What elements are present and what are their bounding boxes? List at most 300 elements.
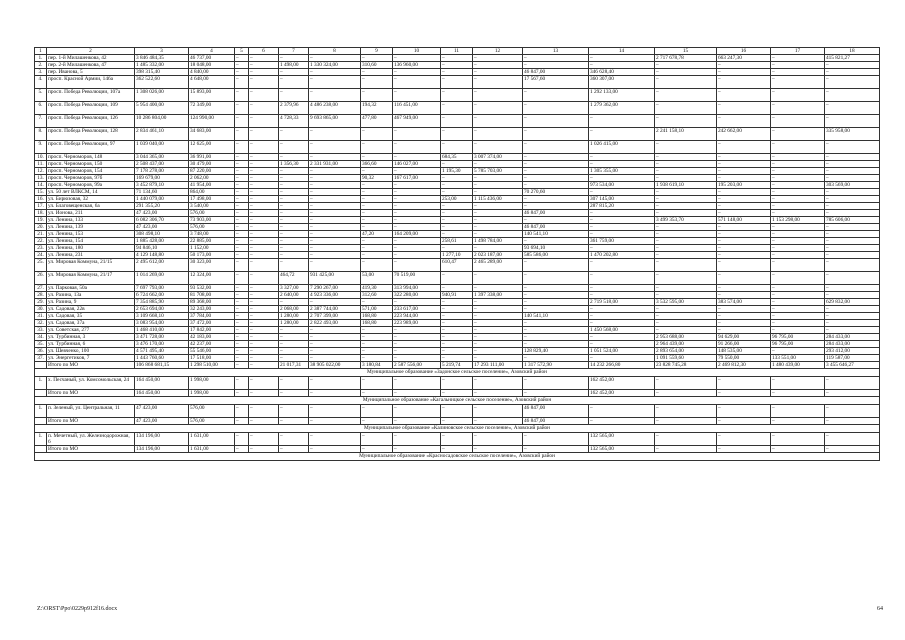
table-row xyxy=(35,182,880,189)
table-cell-col-18: – xyxy=(825,175,880,182)
table-cell-col-1 xyxy=(35,418,47,425)
table-cell-col-1: 19. xyxy=(35,217,47,224)
table-row xyxy=(35,377,880,390)
table-cell-col-7: – xyxy=(279,69,309,76)
table-cell-col-6: – xyxy=(249,115,279,128)
table-cell-col-5: – xyxy=(235,224,249,231)
table-cell-col-13: – xyxy=(523,320,589,327)
column-number-18: 18 xyxy=(825,48,880,55)
section-title: Муниципальное образование «Кагальницкое сельское поселение», Азовский район xyxy=(35,397,880,405)
table-cell-col-12: – xyxy=(473,245,523,252)
table-cell-col-6: – xyxy=(249,285,279,292)
table-cell-col-6: – xyxy=(249,161,279,168)
table-cell-col-8: – xyxy=(309,390,361,397)
table-cell-col-10: – xyxy=(393,390,441,397)
table-cell-col-10: – xyxy=(393,355,441,362)
table-cell-col-8: – xyxy=(309,334,361,341)
column-number-8: 8 xyxy=(309,48,361,55)
table-cell-col-10: 322 280,00 xyxy=(393,292,441,299)
table-cell-col-8: – xyxy=(309,175,361,182)
table-cell-col-10: 167 617,00 xyxy=(393,175,441,182)
table-cell-col-2: ул. Мировая Коммуна, 21/15 xyxy=(47,259,135,272)
table-cell-col-16: 148 535,00 xyxy=(717,348,771,355)
table-row xyxy=(35,224,880,231)
table-cell-col-5: – xyxy=(235,259,249,272)
table-cell-col-17: – xyxy=(771,348,825,355)
table-cell-col-13: – xyxy=(523,141,589,154)
table-cell-col-17: – xyxy=(771,128,825,141)
table-cell-col-13: – xyxy=(523,299,589,306)
table-cell-col-1: 35. xyxy=(35,341,47,348)
table-row xyxy=(35,55,880,62)
table-cell-col-4: 41 954,00 xyxy=(189,182,235,189)
table-cell-col-3: 7 354 885,90 xyxy=(135,299,189,306)
table-cell-col-3: 3 044 365,00 xyxy=(135,154,189,161)
table-cell-col-15: – xyxy=(655,154,717,161)
table-cell-col-1: 26. xyxy=(35,272,47,285)
table-cell-col-13: 93 694,10 xyxy=(523,245,589,252)
table-cell-col-7: – xyxy=(279,327,309,334)
table-cell-col-11: – xyxy=(441,161,473,168)
table-cell-col-1: 37. xyxy=(35,355,47,362)
table-row xyxy=(35,203,880,210)
table-cell-col-2: ул. Разина, 9 xyxy=(47,299,135,306)
table-cell-col-18: – xyxy=(825,89,880,102)
table-cell-col-14: – xyxy=(589,55,655,62)
table-cell-col-18: – xyxy=(825,327,880,334)
table-cell-col-17: – xyxy=(771,259,825,272)
table-cell-col-6: – xyxy=(249,128,279,141)
table-cell-col-6: – xyxy=(249,341,279,348)
table-cell-col-6: – xyxy=(249,306,279,313)
table-cell-col-10: – xyxy=(393,168,441,175)
table-cell-col-17: – xyxy=(771,62,825,69)
table-cell-col-2: просп. Черноморов, 148 xyxy=(47,154,135,161)
table-cell-col-17: – xyxy=(771,292,825,299)
table-cell-col-8: 2 387 744,00 xyxy=(309,306,361,313)
table-cell-col-2: ул. Ленина, 139 xyxy=(47,224,135,231)
table-cell-col-15: – xyxy=(655,306,717,313)
table-cell-col-15: – xyxy=(655,390,717,397)
table-cell-col-1: 1. xyxy=(35,405,47,418)
table-cell-col-13: – xyxy=(523,161,589,168)
table-cell-col-16: – xyxy=(717,405,771,418)
table-cell-col-1: 29. xyxy=(35,299,47,306)
table-cell-col-3: 6 082 306,70 xyxy=(135,217,189,224)
table-cell-col-17: – xyxy=(771,320,825,327)
table-cell-col-7: 2 640,00 xyxy=(279,292,309,299)
table-cell-col-4: 18 048,00 xyxy=(189,62,235,69)
table-cell-col-5: – xyxy=(235,313,249,320)
table-cell-col-2: ул. Разина, 13а xyxy=(47,292,135,299)
table-cell-col-18: – xyxy=(825,292,880,299)
table-cell-col-17: – xyxy=(771,203,825,210)
table-cell-col-14: 1 051 524,00 xyxy=(589,348,655,355)
table-cell-col-5: – xyxy=(235,189,249,196)
table-cell-col-2: ул. Бирюзовая, 32 xyxy=(47,196,135,203)
table-cell-col-16: – xyxy=(717,175,771,182)
table-cell-col-9: 47,20 xyxy=(361,231,393,238)
column-number-12: 12 xyxy=(473,48,523,55)
table-cell-col-7: – xyxy=(279,154,309,161)
table-cell-col-18: 303 569,00 xyxy=(825,182,880,189)
table-cell-col-6: – xyxy=(249,168,279,175)
column-number-15: 15 xyxy=(655,48,717,55)
table-cell-col-6: – xyxy=(249,102,279,115)
table-cell-col-11: – xyxy=(441,55,473,62)
table-cell-col-9: 168,80 xyxy=(361,313,393,320)
table-cell-col-9: 419,30 xyxy=(361,285,393,292)
table-cell-col-7: – xyxy=(279,377,309,390)
table-cell-col-2: х. Песчаный, ул. Комсомольская, 24 xyxy=(47,377,135,390)
table-row xyxy=(35,76,880,89)
table-cell-col-11: – xyxy=(441,327,473,334)
table-cell-col-8: 1 330 324,00 xyxy=(309,62,361,69)
table-cell-col-4: 124 990,00 xyxy=(189,115,235,128)
table-cell-col-4: 89 368,00 xyxy=(189,299,235,306)
table-cell-col-13: 46 847,00 xyxy=(523,69,589,76)
table-cell-col-9: – xyxy=(361,89,393,102)
table-cell-col-14: 162 452,00 xyxy=(589,377,655,390)
table-cell-col-3: 2 495 612,00 xyxy=(135,259,189,272)
table-cell-col-11: – xyxy=(441,224,473,231)
table-cell-col-14: – xyxy=(589,175,655,182)
table-cell-col-5: – xyxy=(235,320,249,327)
table-cell-col-17: – xyxy=(771,141,825,154)
table-cell-col-12: 2 023 187,00 xyxy=(473,252,523,259)
table-cell-col-17: – xyxy=(771,102,825,115)
table-cell-col-15: – xyxy=(655,102,717,115)
table-cell-col-6: – xyxy=(249,175,279,182)
section-title: Муниципальное образование «Красносадовское сельское поселение», Азовский район xyxy=(35,453,880,461)
table-cell-col-12: – xyxy=(473,390,523,397)
table-row xyxy=(35,320,880,327)
table-cell-col-17: – xyxy=(771,210,825,217)
table-cell-col-15: – xyxy=(655,189,717,196)
table-cell-col-1 xyxy=(35,362,47,369)
table-cell-col-11: – xyxy=(441,69,473,76)
table-cell-col-16: – xyxy=(717,327,771,334)
table-cell-col-3: 169 679,00 xyxy=(135,175,189,182)
table-cell-col-7: 1 356,30 xyxy=(279,161,309,168)
table-cell-col-14: 1 470 202,80 xyxy=(589,252,655,259)
table-cell-col-9: – xyxy=(361,154,393,161)
section-heading xyxy=(35,397,880,405)
table-cell-col-7: – xyxy=(279,446,309,453)
table-cell-col-6: – xyxy=(249,189,279,196)
table-cell-col-3: 164 450,00 xyxy=(135,390,189,397)
table-row xyxy=(35,252,880,259)
table-cell-col-11: – xyxy=(441,334,473,341)
table-cell-col-14: – xyxy=(589,189,655,196)
table-cell-col-15: – xyxy=(655,203,717,210)
table-cell-col-2: ул. Советская, 277 xyxy=(47,327,135,334)
table-cell-col-13: – xyxy=(523,62,589,69)
table-cell-col-6: – xyxy=(249,62,279,69)
table-cell-col-3: 398 315,40 xyxy=(135,69,189,76)
table-cell-col-3: 7 178 278,00 xyxy=(135,168,189,175)
table-cell-col-17: – xyxy=(771,390,825,397)
table-cell-col-5: – xyxy=(235,433,249,446)
column-number-10: 10 xyxy=(393,48,441,55)
table-cell-col-17: – xyxy=(771,189,825,196)
table-cell-col-4: 12 625,00 xyxy=(189,141,235,154)
table-cell-col-13: – xyxy=(523,334,589,341)
table-cell-col-13: 1 317 572,90 xyxy=(523,362,589,369)
table-cell-col-4: 22 885,00 xyxy=(189,238,235,245)
table-cell-col-15: – xyxy=(655,210,717,217)
table-cell-col-16: 242 662,00 xyxy=(717,128,771,141)
table-cell-col-16: – xyxy=(717,446,771,453)
table-cell-col-11: – xyxy=(441,390,473,397)
table-row xyxy=(35,210,880,217)
table-cell-col-6: – xyxy=(249,313,279,320)
table-row xyxy=(35,115,880,128)
table-row xyxy=(35,355,880,362)
table-cell-col-14: 973 534,00 xyxy=(589,182,655,189)
table-cell-col-10: – xyxy=(393,224,441,231)
table-cell-col-7: 1 498,00 xyxy=(279,62,309,69)
table-cell-col-14: – xyxy=(589,245,655,252)
table-cell-col-2: просп. Черноморов, 99а xyxy=(47,182,135,189)
table-cell-col-4: 3 748,00 xyxy=(189,231,235,238)
table-cell-col-12: – xyxy=(473,341,523,348)
table-cell-col-14: 307 145,00 xyxy=(589,196,655,203)
table-cell-col-6: – xyxy=(249,446,279,453)
table-cell-col-6: – xyxy=(249,231,279,238)
table-cell-col-9: – xyxy=(361,245,393,252)
table-cell-col-4: 73 903,00 xyxy=(189,217,235,224)
table-cell-col-18: – xyxy=(825,154,880,161)
table-cell-col-11: – xyxy=(441,62,473,69)
table-cell-col-17: 1 153 298,00 xyxy=(771,217,825,224)
table-cell-col-1: 1. xyxy=(35,55,47,62)
table-cell-col-5: – xyxy=(235,217,249,224)
table-cell-col-10: – xyxy=(393,76,441,89)
table-cell-col-16: – xyxy=(717,377,771,390)
table-cell-col-11: – xyxy=(441,418,473,425)
table-cell-col-17: – xyxy=(771,224,825,231)
table-cell-col-8: – xyxy=(309,224,361,231)
table-cell-col-8: 7 290 267,00 xyxy=(309,285,361,292)
table-row xyxy=(35,189,880,196)
table-cell-col-4: 576,00 xyxy=(189,405,235,418)
table-cell-col-3: 362 522,60 xyxy=(135,76,189,89)
table-row xyxy=(35,259,880,272)
table-cell-col-15: – xyxy=(655,89,717,102)
table-cell-col-11: – xyxy=(441,210,473,217)
table-cell-col-12: – xyxy=(473,313,523,320)
table-cell-col-3: 71 134,60 xyxy=(135,189,189,196)
table-cell-col-3: 2 653 694,00 xyxy=(135,306,189,313)
column-number-16: 16 xyxy=(717,48,771,55)
table-cell-col-3: 3 452 879,10 xyxy=(135,182,189,189)
table-cell-col-13: – xyxy=(523,175,589,182)
table-cell-col-14: – xyxy=(589,285,655,292)
table-cell-col-11: – xyxy=(441,306,473,313)
table-row xyxy=(35,334,880,341)
table-cell-col-16: – xyxy=(717,69,771,76)
table-cell-col-4: 1 152,00 xyxy=(189,245,235,252)
table-cell-col-8: – xyxy=(309,377,361,390)
table-cell-col-2: ул. Ленина, 231 xyxy=(47,252,135,259)
section-heading xyxy=(35,453,880,461)
table-cell-col-3: 3 476 170,00 xyxy=(135,341,189,348)
table-cell-col-11: – xyxy=(441,175,473,182)
table-cell-col-18: – xyxy=(825,238,880,245)
table-cell-col-4: 3 540,00 xyxy=(189,203,235,210)
table-cell-col-14: – xyxy=(589,231,655,238)
table-cell-col-18: 293 412,00 xyxy=(825,348,880,355)
table-cell-col-9: 194,32 xyxy=(361,102,393,115)
table-cell-col-3: 7 697 793,00 xyxy=(135,285,189,292)
table-cell-col-17: – xyxy=(771,182,825,189)
table-cell-col-8: – xyxy=(309,355,361,362)
table-cell-col-11: 258,61 xyxy=(441,238,473,245)
table-cell-col-7: 21 017,31 xyxy=(279,362,309,369)
table-cell-col-9: – xyxy=(361,224,393,231)
table-row xyxy=(35,313,880,320)
table-cell-col-16: – xyxy=(717,189,771,196)
table-cell-col-15: 23 828 745,28 xyxy=(655,362,717,369)
table-cell-col-5: – xyxy=(235,141,249,154)
table-cell-col-8: – xyxy=(309,245,361,252)
table-cell-col-17: – xyxy=(771,196,825,203)
table-row xyxy=(35,272,880,285)
table-cell-col-8: – xyxy=(309,128,361,141)
table-cell-col-3: 1 885 428,00 xyxy=(135,238,189,245)
table-cell-col-2: ул. 50 лет ВЛКСМ, 14 xyxy=(47,189,135,196)
table-cell-col-10: – xyxy=(393,259,441,272)
table-cell-col-14: – xyxy=(589,154,655,161)
table-cell-col-13: – xyxy=(523,196,589,203)
table-cell-col-4: 1 631,00 xyxy=(189,446,235,453)
table-row xyxy=(35,128,880,141)
table-cell-col-17: – xyxy=(771,377,825,390)
table-cell-col-8: – xyxy=(309,203,361,210)
table-cell-col-6: – xyxy=(249,327,279,334)
column-number-6: 6 xyxy=(249,48,279,55)
table-cell-col-7: – xyxy=(279,203,309,210)
table-cell-col-18: – xyxy=(825,259,880,272)
column-number-9: 9 xyxy=(361,48,393,55)
table-cell-col-14: – xyxy=(589,418,655,425)
table-cell-col-3: 47 423,00 xyxy=(135,418,189,425)
table-cell-col-15: 2 717 678,78 xyxy=(655,55,717,62)
table-cell-col-10: – xyxy=(393,341,441,348)
table-cell-col-15: – xyxy=(655,115,717,128)
table-cell-col-5: – xyxy=(235,161,249,168)
table-cell-col-10: – xyxy=(393,245,441,252)
table-cell-col-2: просп. Победа Революции, 107а xyxy=(47,89,135,102)
table-cell-col-13: – xyxy=(523,306,589,313)
table-cell-col-1: 3. xyxy=(35,69,47,76)
column-number-2: 2 xyxy=(47,48,135,55)
table-cell-col-4: 50 173,00 xyxy=(189,252,235,259)
total-row xyxy=(35,418,880,425)
table-cell-col-8: – xyxy=(309,182,361,189)
table-cell-col-16: – xyxy=(717,224,771,231)
table-cell-col-12: – xyxy=(473,327,523,334)
table-cell-col-6: – xyxy=(249,355,279,362)
table-cell-col-3: 6 724 662,00 xyxy=(135,292,189,299)
table-cell-col-8: – xyxy=(309,154,361,161)
table-cell-col-2: ул. Шевченко, 100 xyxy=(47,348,135,355)
table-cell-col-3: 10 286 804,00 xyxy=(135,115,189,128)
table-cell-col-6: – xyxy=(249,299,279,306)
table-cell-col-15: – xyxy=(655,292,717,299)
table-cell-col-2: ул. Турбинная, 6 xyxy=(47,341,135,348)
table-cell-col-13: – xyxy=(523,102,589,115)
table-cell-col-14: 2 719 518,00 xyxy=(589,299,655,306)
table-cell-col-15: – xyxy=(655,285,717,292)
table-cell-col-12: 5 785 703,00 xyxy=(473,168,523,175)
table-cell-col-2: ул. Садовая, 37а xyxy=(47,320,135,327)
table-cell-col-1: 17. xyxy=(35,203,47,210)
table-cell-col-12: – xyxy=(473,348,523,355)
table-cell-col-8: 9 693 865,00 xyxy=(309,115,361,128)
table-cell-col-12: – xyxy=(473,405,523,418)
table-row xyxy=(35,196,880,203)
table-cell-col-1: 25. xyxy=(35,259,47,272)
table-cell-col-14: – xyxy=(589,217,655,224)
table-cell-col-18: – xyxy=(825,203,880,210)
table-cell-col-1: 7. xyxy=(35,115,47,128)
table-cell-col-4: 87 220,00 xyxy=(189,168,235,175)
table-cell-col-15: – xyxy=(655,259,717,272)
table-cell-col-2: просп. Победа Революции, 109 xyxy=(47,102,135,115)
table-cell-col-18: – xyxy=(825,102,880,115)
table-cell-col-5: – xyxy=(235,446,249,453)
table-cell-col-3: 3 109 668,10 xyxy=(135,313,189,320)
table-cell-col-4: 2 062,00 xyxy=(189,175,235,182)
table-cell-col-2: просп. Победа Революции, 97 xyxy=(47,141,135,154)
table-cell-col-6: – xyxy=(249,203,279,210)
table-cell-col-2: пер. 2-й Милашенкова, 47 xyxy=(47,62,135,69)
table-cell-col-13: – xyxy=(523,446,589,453)
table-cell-col-1: 34. xyxy=(35,334,47,341)
table-cell-col-14: 346 628,40 xyxy=(589,69,655,76)
table-cell-col-7: 4 728,33 xyxy=(279,115,309,128)
table-cell-col-14: – xyxy=(589,62,655,69)
table-cell-col-5: – xyxy=(235,154,249,161)
table-cell-col-6: – xyxy=(249,69,279,76)
table-cell-col-6: – xyxy=(249,224,279,231)
table-cell-col-8: – xyxy=(309,55,361,62)
table-cell-col-7: – xyxy=(279,259,309,272)
table-cell-col-8: – xyxy=(309,217,361,224)
table-cell-col-1: 20. xyxy=(35,224,47,231)
table-cell-col-15: 2 241 158,10 xyxy=(655,128,717,141)
table-cell-col-3: 3 471 728,00 xyxy=(135,334,189,341)
data-sheet xyxy=(34,47,869,461)
table-cell-col-10: 223 944,00 xyxy=(393,313,441,320)
footer-file-path: Z:\ORST\Ppo\0229p912f16.docx xyxy=(37,606,118,612)
table-cell-col-10: – xyxy=(393,217,441,224)
table-cell-col-12: 2 465 289,00 xyxy=(473,259,523,272)
table-cell-col-15: – xyxy=(655,320,717,327)
table-cell-col-18: – xyxy=(825,141,880,154)
table-cell-col-8: – xyxy=(309,231,361,238)
table-cell-col-5: – xyxy=(235,128,249,141)
table-cell-col-14: – xyxy=(589,313,655,320)
table-cell-col-16: 663 247,30 xyxy=(717,55,771,62)
table-cell-col-6: – xyxy=(249,238,279,245)
table-cell-col-11: – xyxy=(441,320,473,327)
table-cell-col-8: – xyxy=(309,69,361,76)
table-cell-col-2: пер. 1-й Милашенкова, 42 xyxy=(47,55,135,62)
table-cell-col-2: Итого по МО xyxy=(47,418,135,425)
